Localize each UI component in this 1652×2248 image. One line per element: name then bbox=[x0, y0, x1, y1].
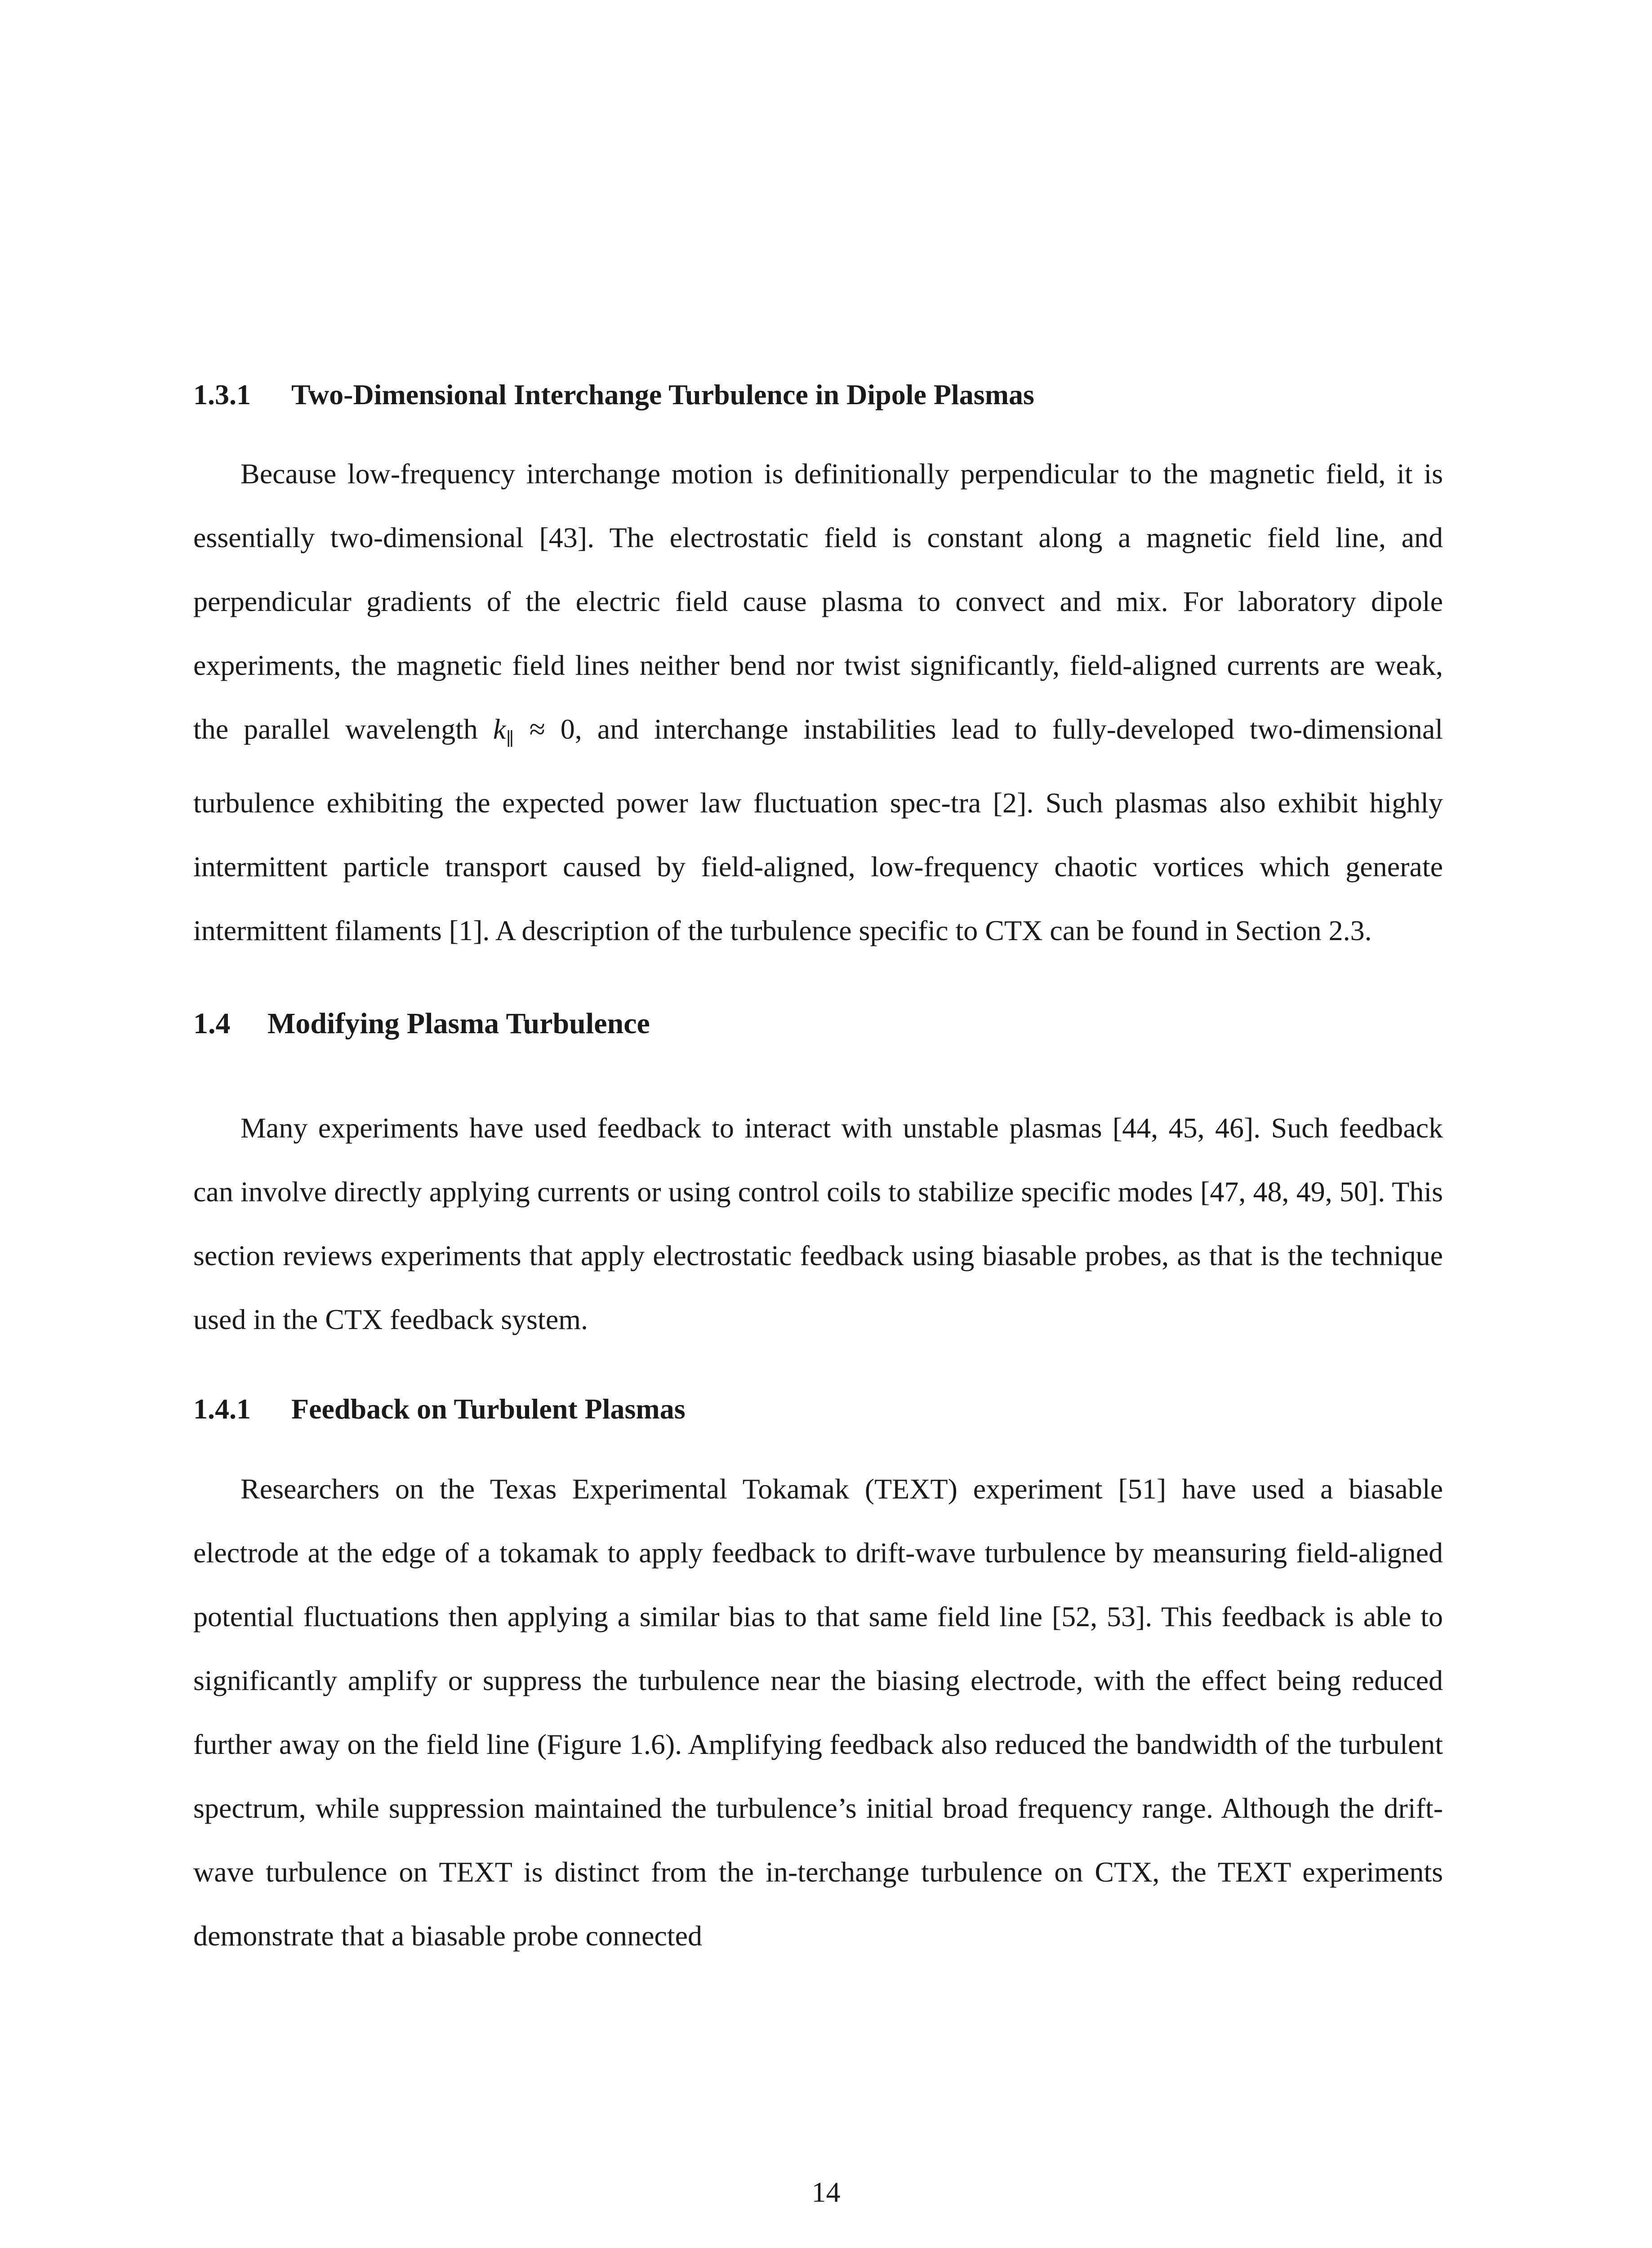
subsection-number: 1.3.1 bbox=[193, 379, 251, 410]
math-k-parallel bbox=[493, 713, 514, 749]
subsection-title: Two-Dimensional Interchange Turbulence in Dipole Plasmas bbox=[291, 379, 1034, 410]
page-number: 14 bbox=[811, 2176, 841, 2208]
math-symbol: k bbox=[493, 713, 506, 745]
section-title: Modifying Plasma Turbulence bbox=[267, 1007, 650, 1040]
section-heading-1-4 bbox=[193, 1006, 1443, 1041]
math-subscript: ∥ bbox=[506, 728, 514, 749]
paragraph-interchange-turbulence bbox=[193, 442, 1443, 963]
subsection-heading-1-3-1 bbox=[193, 378, 1443, 412]
subsection-heading-1-4-1 bbox=[193, 1392, 1443, 1427]
subsection-number: 1.4.1 bbox=[193, 1392, 251, 1425]
paragraph-feedback-turbulent: Researchers on the Texas Experimental Tokamak (TEXT) experiment [51] have used a biasable electrode at the edge of a tokamak to apply feedback to drift-wave turbulence by meansuring field-aligned potential fluctuations then applying a similar bias to that same field line [52, 53]. This feedback is able to significantly amplify or suppress the turbulence near the biasing electrode, with the effect being reduced further away on the field line (Figure 1.6). Amplifying feedback also reduced the bandwidth of the turbulent spectrum, while suppression maintained the turbulence’s initial broad frequency range. Although the drift-wave turbulence on TEXT is distinct from the in-terchange turbulence on CTX, the TEXT experiments demonstrate that a biasable probe connected bbox=[193, 1472, 1443, 1952]
math-approx: ≈ 0 bbox=[514, 713, 575, 745]
section-number: 1.4 bbox=[193, 1007, 231, 1040]
paragraph-text: , and interchange instabilities lead to fully-developed two-dimensional turbulence exhibiting the expected power law fluctuation spec-tra [2]. Such plasmas also exhibit highly intermittent particle transport caused by field-aligned, low-frequency chaotic vortices which generate intermittent filaments [1]. A description of the turbulence specific to CTX can be found in Section 2.3. bbox=[193, 713, 1443, 946]
paragraph-modifying-turbulence: Many experiments have used feedback to interact with unstable plasmas [44, 45, 46]. Such feedback can involve directly applying currents or using control coils to stabilize specific modes [47, 48, 49, 50]. This section reviews experiments that apply electrostatic feedback using biasable probes, as that is the technique used in the CTX feedback system. bbox=[193, 1111, 1443, 1335]
page-content bbox=[193, 378, 1443, 1968]
subsection-title: Feedback on Turbulent Plasmas bbox=[291, 1392, 686, 1425]
paragraph-text: Because low-frequency interchange motion is definitionally perpendicular to the magnetic field, it is essentially two-dimensional [43]. The electrostatic field is constant along a magnetic field line, and perpendicular gradients of the electric field cause plasma to convect and mix. For laboratory dipole experiments, the magnetic field lines neither bend nor twist significantly, field-aligned currents are weak, the parallel wavelength bbox=[193, 457, 1443, 745]
